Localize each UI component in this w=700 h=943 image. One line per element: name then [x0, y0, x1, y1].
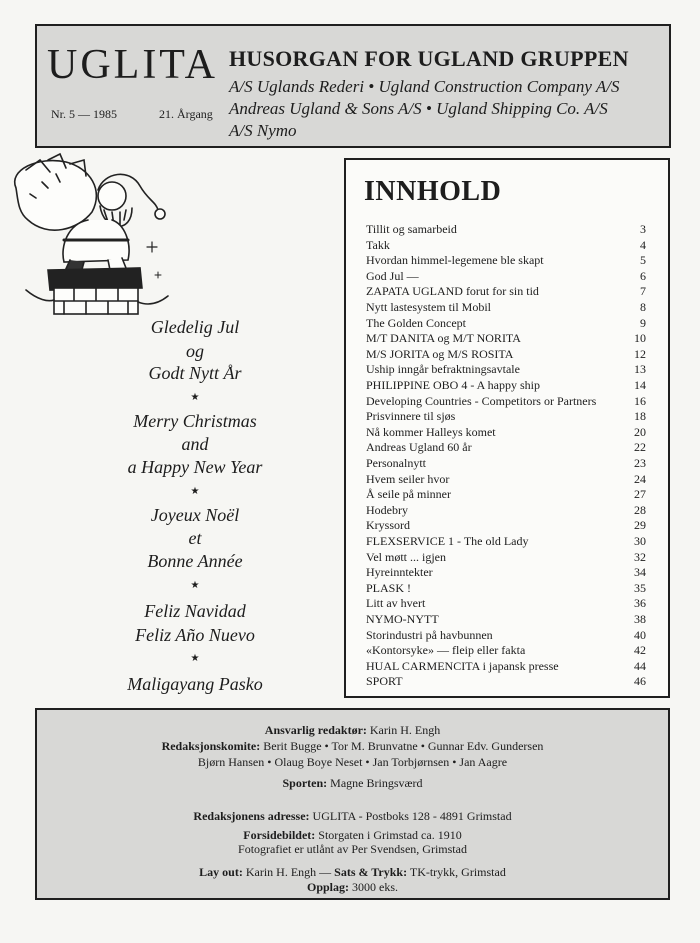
contents-entry-page: 46: [634, 674, 646, 689]
sport-editor: Magne Bringsværd: [330, 776, 423, 790]
contents-entry-title: Hvordan himmel-legemene ble skapt: [366, 253, 544, 268]
contents-entry-title: The Golden Concept: [366, 315, 466, 330]
contents-entry: [366, 472, 646, 487]
greeting-line: et: [188, 528, 202, 548]
contents-entry-title: Å seile på minner: [366, 487, 451, 502]
cover-line: [37, 829, 668, 841]
greeting-line: Maligayang Pasko: [127, 674, 263, 694]
contents-entry-title: Andreas Ugland 60 år: [366, 440, 472, 455]
contents-entry-title: Litt av hvert: [366, 596, 426, 611]
greeting-line: and: [181, 434, 209, 454]
contents-entry-title: PHILIPPINE OBO 4 - A happy ship: [366, 378, 541, 392]
star-icon: ★: [190, 392, 200, 403]
contents-entry: [366, 628, 646, 643]
contents-entry-title: Tillit og samarbeid: [366, 222, 457, 236]
greeting-line: Feliz Año Nuevo: [135, 625, 255, 645]
contents-entry: [366, 596, 646, 611]
greeting-line: Godt Nytt År: [148, 363, 242, 383]
contents-entry-page: 3: [640, 222, 646, 236]
star-icon: ★: [190, 580, 200, 591]
printer: TK-trykk, Grimstad: [409, 865, 506, 879]
masthead-title: UGLITA: [47, 42, 218, 88]
contents-entry-title: ZAPATA UGLAND forut for sin tid: [366, 284, 539, 299]
contents-entry-page: 13: [634, 362, 646, 377]
cover-label: Forsidebildet:: [243, 828, 316, 842]
company-line: A/S Nymo: [229, 121, 297, 140]
issue-number: Nr. 5 — 1985: [51, 107, 117, 121]
contents-entry-page: 38: [634, 612, 646, 626]
contents-entry: [366, 362, 646, 377]
layout-print-line: [37, 866, 668, 878]
contents-entry-page: 29: [634, 518, 646, 533]
contents-entry-title: Kryssord: [366, 518, 410, 533]
contents-entry-title: HUAL CARMENCITA i japansk presse: [366, 658, 559, 673]
contents-entry-page: 40: [634, 627, 646, 642]
sport-line: [37, 777, 668, 789]
contents-entry-title: Nå kommer Halleys komet: [366, 424, 496, 439]
contents-entry-page: 4: [640, 237, 646, 252]
committee-members-line2: Bjørn Hansen • Olaug Boye Neset • Jan Torbjørnsen • Jan Aagre: [197, 755, 508, 769]
contents-entry: [366, 659, 646, 674]
contents-entry: [366, 487, 646, 502]
greeting-line: Feliz Navidad: [144, 601, 246, 621]
contents-entry: [366, 331, 646, 346]
contents-entry: [366, 503, 646, 518]
contents-entry: [366, 674, 646, 689]
contents-entry: [366, 253, 646, 268]
contents-entry-title: Takk: [366, 237, 390, 252]
editor-label: Ansvarlig redaktør:: [264, 723, 367, 737]
contents-entry-page: 23: [634, 456, 646, 470]
contents-entry-page: 27: [634, 487, 646, 502]
contents-entry-title: Developing Countries - Competitors or Partners: [366, 393, 597, 408]
greeting-line: Gledelig Jul: [150, 317, 240, 337]
contents-entry-title: M/T DANITA og M/T NORITA: [366, 331, 521, 346]
contents-entry-title: Vel møtt ... igjen: [366, 549, 446, 564]
cover-credit: Fotografiet er utlånt av Per Svendsen, Grimstad: [238, 842, 467, 856]
table-of-contents: [344, 158, 670, 698]
contents-entry-title: God Jul —: [366, 268, 419, 283]
contents-entry-title: «Kontorsyke» — fleip eller fakta: [366, 643, 526, 658]
contents-entry: [366, 643, 646, 658]
contents-entry: [366, 284, 646, 299]
contents-entry-page: 24: [634, 471, 646, 486]
contents-entry-title: PLASK !: [366, 580, 412, 595]
contents-entry-page: 7: [640, 284, 646, 299]
cover-description: Storgaten i Grimstad ca. 1910: [318, 828, 462, 842]
contents-entry: [366, 394, 646, 409]
circulation: 3000 eks.: [352, 880, 398, 894]
contents-entry-page: 5: [640, 253, 646, 268]
volume-year: 21. Årgang: [159, 107, 213, 121]
contents-entry: [366, 581, 646, 596]
contents-entry-page: 42: [634, 643, 646, 658]
contents-entry-title: NYMO-NYTT: [366, 612, 439, 626]
greeting-line: a Happy New Year: [127, 457, 263, 477]
contents-entry-page: 16: [634, 393, 646, 408]
contents-entry-title: Hvem seiler hvor: [366, 471, 450, 486]
contents-entry: [366, 409, 646, 424]
circulation-line: [37, 881, 668, 893]
contents-entry-page: 8: [640, 300, 646, 314]
company-line: Andreas Ugland & Sons A/S • Ugland Shipping Co. A/S: [229, 99, 608, 118]
contents-entry-page: 28: [634, 502, 646, 517]
masthead-banner: [35, 24, 671, 148]
address-label: Redaksjonens adresse:: [193, 809, 310, 823]
greeting-line: Joyeux Noël: [150, 505, 240, 525]
organization-title: HUSORGAN FOR UGLAND GRUPPEN: [229, 46, 629, 71]
contents-entry: [366, 565, 646, 580]
company-line: A/S Uglands Rederi • Ugland Construction Company A/S: [229, 77, 620, 96]
contents-entry: [366, 518, 646, 533]
contents-entry: [366, 425, 646, 440]
greeting-line: Bonne Année: [147, 551, 243, 571]
address: UGLITA - Postboks 128 - 4891 Grimstad: [312, 809, 512, 823]
contents-entry-page: 10: [634, 331, 646, 346]
committee-members: Berit Bugge • Tor M. Brunvatne • Gunnar Edv. Gundersen: [263, 739, 544, 753]
contents-entry: [366, 550, 646, 565]
contents-entry: [366, 269, 646, 284]
contents-entry-page: 32: [634, 549, 646, 564]
contents-entry-page: 6: [640, 268, 646, 283]
contents-entry-page: 12: [634, 346, 646, 361]
star-icon: ★: [190, 653, 200, 664]
contents-entry-page: 18: [634, 409, 646, 424]
print-label: Sats & Trykk:: [334, 865, 408, 879]
contents-entry-page: 20: [634, 424, 646, 439]
contents-entry: [366, 378, 646, 393]
contents-entry-title: FLEXSERVICE 1 - The old Lady: [366, 534, 529, 548]
contents-entry-title: Personalnytt: [366, 456, 426, 470]
contents-entry: [366, 456, 646, 471]
contents-entry-title: M/S JORITA og M/S ROSITA: [366, 346, 514, 361]
star-icon: ★: [190, 486, 200, 497]
contents-entry-title: Hyreinntekter: [366, 565, 433, 580]
contents-entry-page: 35: [634, 580, 646, 595]
contents-entry: [366, 534, 646, 549]
contents-entry: [366, 222, 646, 237]
contents-entry-page: 14: [634, 378, 646, 392]
contents-entry: [366, 316, 646, 331]
committee-label: Redaksjonskomite:: [161, 739, 261, 753]
contents-entry-title: Storindustri på havbunnen: [366, 627, 493, 642]
contents-entry: [366, 440, 646, 455]
editorial-credits: [35, 708, 670, 900]
circulation-label: Opplag:: [306, 880, 349, 894]
contents-entry-title: SPORT: [366, 674, 403, 689]
contents-entry-title: Nytt lastesystem til Mobil: [366, 300, 491, 314]
contents-entry-title: Hodebry: [366, 502, 408, 517]
committee-line: [37, 740, 668, 752]
contents-entry-page: 44: [634, 658, 646, 673]
layout-name: Karin H. Engh —: [245, 865, 332, 879]
contents-entry: [366, 300, 646, 315]
editor-line: [37, 724, 668, 736]
greeting-line: og: [186, 341, 204, 361]
sport-label: Sporten:: [282, 776, 328, 790]
layout-label: Lay out:: [199, 865, 243, 879]
contents-entry-page: 36: [634, 596, 646, 611]
contents-entry-page: 30: [634, 534, 646, 548]
santa-claus-chimney-illustration: [8, 150, 176, 320]
contents-entry: [366, 347, 646, 362]
address-line: [37, 810, 668, 822]
contents-entry-page: 34: [634, 565, 646, 580]
contents-entry-page: 22: [634, 440, 646, 455]
contents-entry: [366, 612, 646, 627]
contents-entry-title: Prisvinnere til sjøs: [366, 409, 456, 424]
editor-name: Karin H. Engh: [369, 723, 441, 737]
contents-entry-title: Uship inngår befraktningsavtale: [366, 362, 520, 377]
greeting-line: Merry Christmas: [133, 411, 257, 431]
contents-entry: [366, 238, 646, 253]
contents-entry-page: 9: [640, 315, 646, 330]
contents-title: INNHOLD: [364, 176, 502, 207]
